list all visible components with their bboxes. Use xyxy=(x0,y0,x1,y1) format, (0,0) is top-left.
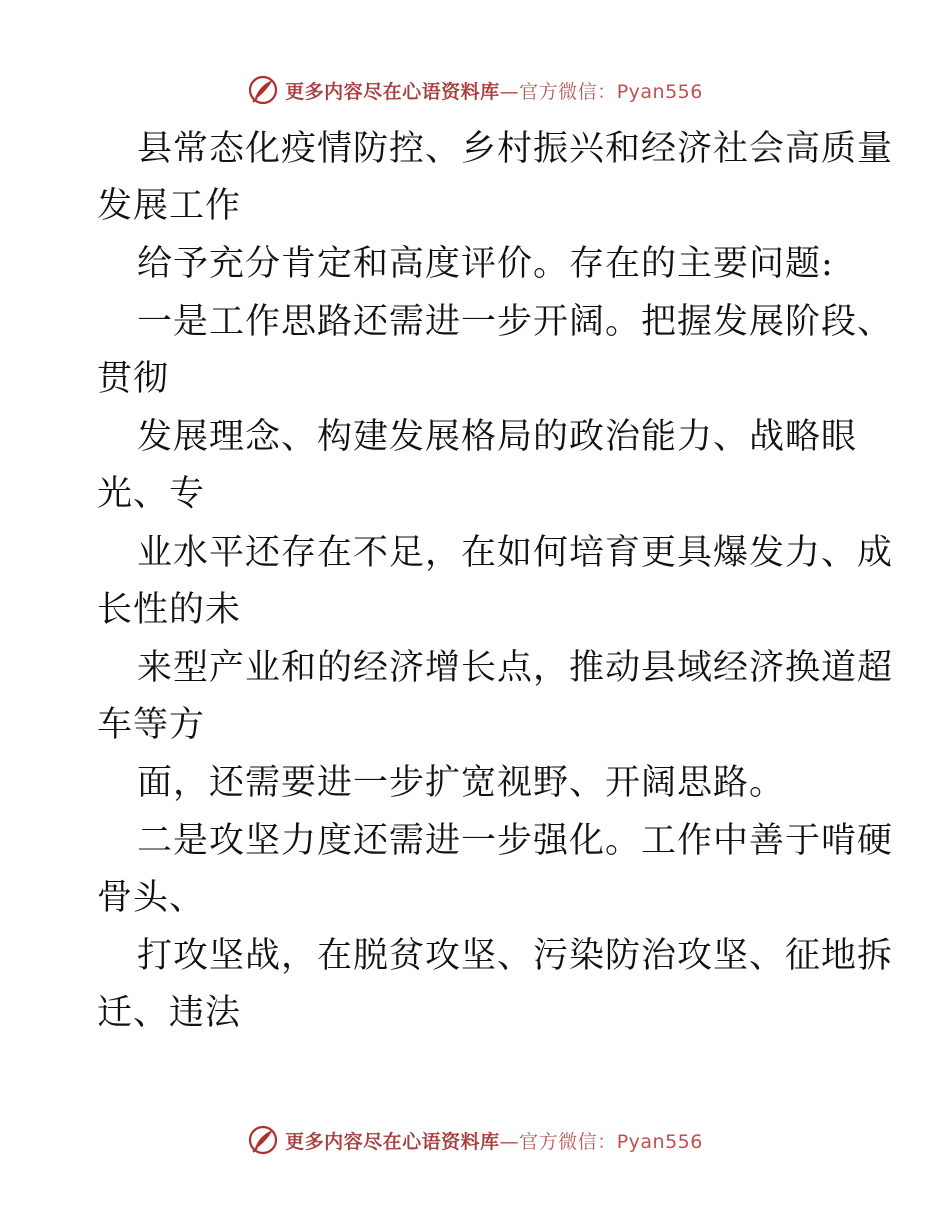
banner-wechat-id: Pyan556 xyxy=(616,80,703,103)
text-line: 车等方 xyxy=(97,705,206,745)
text-line: 迁、违法 xyxy=(97,993,242,1033)
text-line: 县常态化疫情防控、乡村振兴和经济社会高质量 xyxy=(137,129,894,169)
text-line: 来型产业和的经济增长点，推动县域经济换道超 xyxy=(137,648,894,688)
text-line: 打攻坚战，在脱贫攻坚、污染防治攻坚、征地拆 xyxy=(137,936,894,976)
banner-title: 更多内容尽在心语资料库 xyxy=(285,1130,500,1153)
text-line: 发展工作 xyxy=(97,186,242,226)
banner-wechat-id: Pyan556 xyxy=(616,1130,703,1153)
banner-dash: — xyxy=(499,80,520,103)
text-line: 骨头、 xyxy=(97,878,206,918)
banner-dash: — xyxy=(499,1130,520,1153)
text-line: 面，还需要进一步扩宽视野、开阔思路。 xyxy=(137,763,786,803)
banner-title: 更多内容尽在心语资料库 xyxy=(285,80,500,103)
text-line: 贯彻 xyxy=(97,359,170,399)
banner-subtitle: 官方微信： xyxy=(519,1130,617,1153)
header-banner xyxy=(0,70,950,110)
text-line: 业水平还存在不足，在如何培育更具爆发力、成 xyxy=(137,533,894,573)
banner-text xyxy=(285,1127,703,1154)
text-line: 给予充分肯定和高度评价。存在的主要问题: xyxy=(137,244,834,284)
quill-logo-icon xyxy=(247,74,279,106)
text-line: 发展理念、构建发展格局的政治能力、战略眼 xyxy=(137,417,858,457)
banner-subtitle: 官方微信： xyxy=(519,80,617,103)
text-line: 长性的未 xyxy=(97,590,242,630)
quill-logo-icon xyxy=(247,1124,279,1156)
footer-banner xyxy=(0,1120,950,1160)
banner-text xyxy=(285,77,703,104)
text-line: 光、专 xyxy=(97,474,206,514)
text-line: 二是攻坚力度还需进一步强化。工作中善于啃硬 xyxy=(137,821,894,861)
text-line: 一是工作思路还需进一步开阔。把握发展阶段、 xyxy=(137,302,894,342)
